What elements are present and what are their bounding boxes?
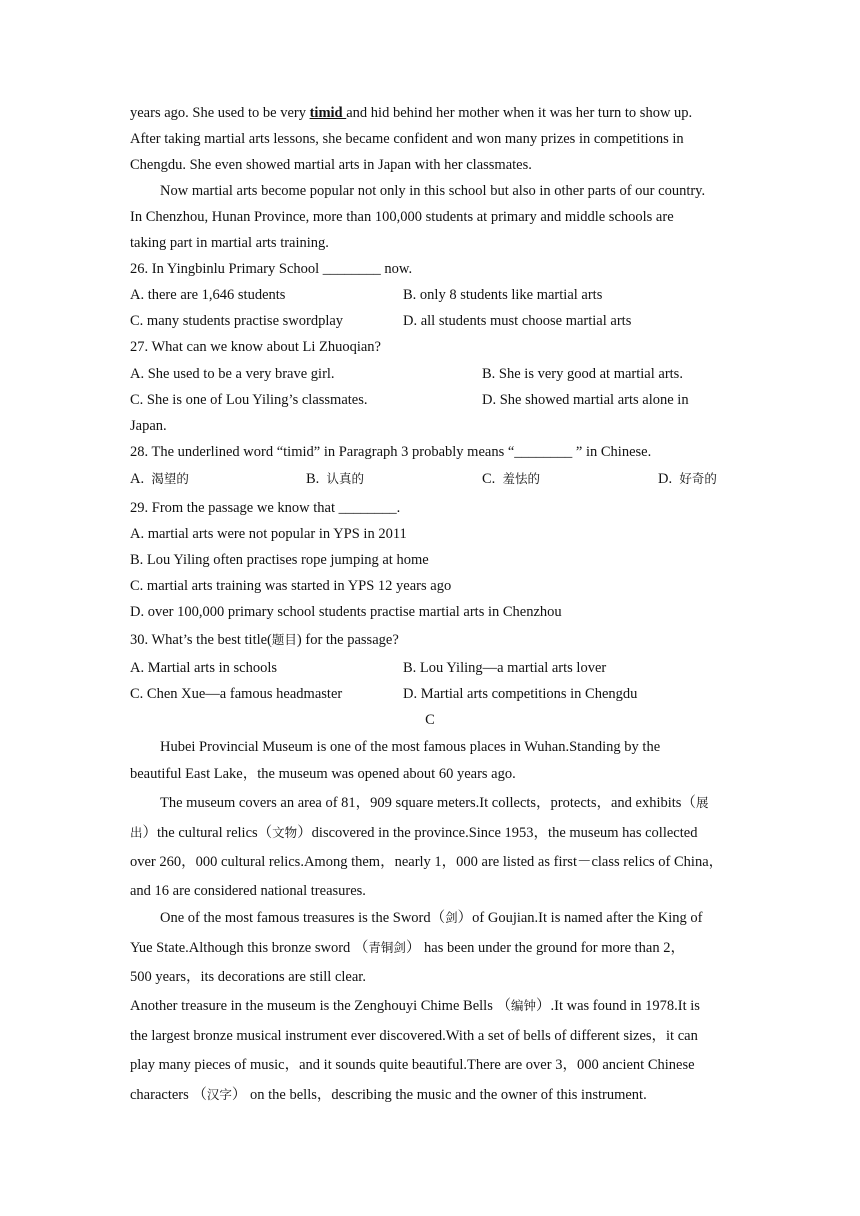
option: C. many students practise swordplay (130, 313, 344, 329)
option: D. all students must choose martial arts (403, 313, 632, 329)
passage-line: play many pieces of music，and it sounds quite beautiful.There are over 3，000 ancient Chinese (130, 1057, 695, 1073)
option: A. Martial arts in schools (130, 660, 277, 676)
question-stem: 30. What’s the best title(题目) for the passage? (130, 632, 399, 648)
passage-line: Yue State.Although this bronze sword （青铜剑） has been under the ground for more than 2， (130, 940, 685, 956)
passage-line: Another treasure in the museum is the Zenghouyi Chime Bells （编钟）.It was found in 1978.It is (130, 998, 700, 1014)
option: C. martial arts training was started in YPS 12 years ago (130, 578, 452, 594)
option: A. there are 1,646 students (130, 287, 286, 303)
option: A. She used to be a very brave girl. (130, 366, 335, 382)
text: years ago. She used to be very (130, 105, 310, 121)
option: B. Lou Yiling often practises rope jumping at home (130, 552, 429, 568)
passage-line: over 260，000 cultural relics.Among them，nearly 1，000 are listed as first－class relics of China， (130, 854, 724, 870)
passage-line: Hubei Provincial Museum is one of the most famous places in Wuhan.Standing by the (160, 739, 661, 755)
option: B. only 8 students like martial arts (403, 287, 603, 303)
option: C. She is one of Lou Yiling’s classmates. (130, 392, 368, 408)
passage-line: After taking martial arts lessons, she became confident and won many prizes in competitions in (130, 131, 684, 147)
passage-line: 500 years，its decorations are still clear. (130, 969, 366, 985)
passage-line: beautiful East Lake，the museum was opened about 60 years ago. (130, 766, 516, 782)
text: and hid behind her mother when it was her turn to show up. (346, 105, 693, 121)
passage-line: The museum covers an area of 81，909 square meters.It collects，protects，and exhibits（展 (160, 795, 709, 811)
question-stem: 29. From the passage we know that ________. (130, 500, 401, 516)
option: B. She is very good at martial arts. (482, 366, 683, 382)
option: D. 好奇的 (658, 471, 717, 487)
option: A. 渴望的 (130, 471, 189, 487)
passage-line: the largest bronze musical instrument ever discovered.With a set of bells of different sizes，it can (130, 1028, 698, 1044)
passage-line: Now martial arts become popular not only in this school but also in other parts of our country. (160, 183, 706, 199)
passage-line: and 16 are considered national treasures. (130, 883, 366, 899)
passage-line: 出）the cultural relics（文物）discovered in the province.Since 1953，the museum has collected (130, 825, 698, 841)
passage-line: Chengdu. She even showed martial arts in Japan with her classmates. (130, 157, 532, 173)
question-stem: 26. In Yingbinlu Primary School ________ now. (130, 261, 413, 277)
option: B. Lou Yiling—a martial arts lover (403, 660, 607, 676)
option: D. She showed martial arts alone in (482, 392, 689, 408)
section-heading: C (425, 712, 435, 728)
option: A. martial arts were not popular in YPS in 2011 (130, 526, 407, 542)
passage-line (130, 100, 692, 126)
option: D. over 100,000 primary school students practise martial arts in Chenzhou (130, 604, 562, 620)
passage-line: One of the most famous treasures is the Sword（剑）of Goujian.It is named after the King of (160, 910, 703, 926)
question-stem: 28. The underlined word “timid” in Paragraph 3 probably means “________ ” in Chinese. (130, 444, 652, 460)
question-stem: 27. What can we know about Li Zhuoqian? (130, 339, 381, 355)
option: B. 认真的 (306, 471, 365, 487)
option: C. Chen Xue—a famous headmaster (130, 686, 343, 702)
option: C. 羞怯的 (482, 471, 541, 487)
option: D. Martial arts competitions in Chengdu (403, 686, 638, 702)
option-continuation: Japan. (130, 418, 167, 434)
underlined-keyword: timid (309, 105, 347, 121)
passage-line: characters （汉字） on the bells，describing the music and the owner of this instrument. (130, 1087, 647, 1103)
passage-line: In Chenzhou, Hunan Province, more than 100,000 students at primary and middle schools are (130, 209, 674, 225)
passage-line: taking part in martial arts training. (130, 235, 329, 251)
